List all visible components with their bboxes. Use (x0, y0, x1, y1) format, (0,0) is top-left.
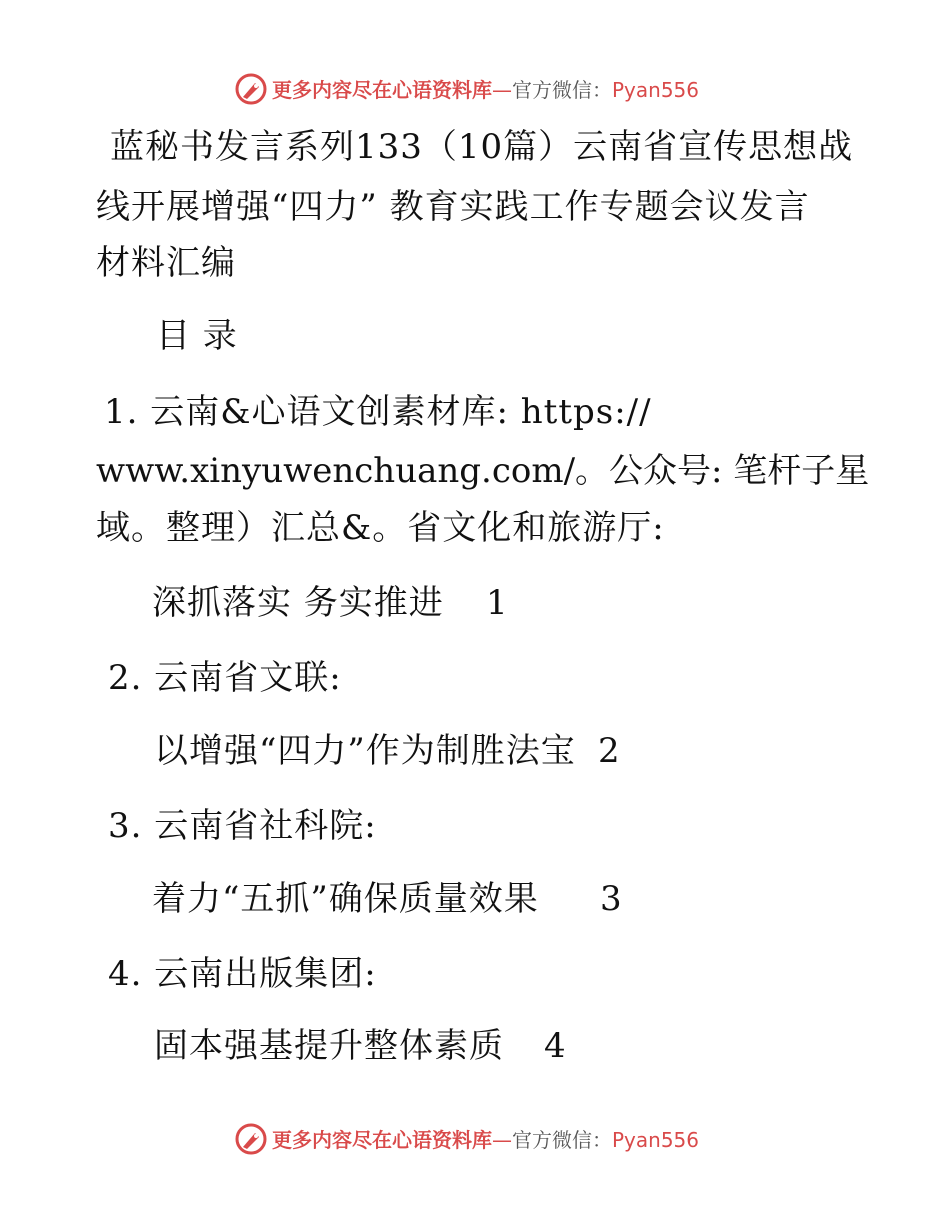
banner-text (272, 1127, 699, 1153)
banner-text (272, 77, 699, 103)
banner-wechat-id: Pyan556 (612, 1128, 700, 1152)
toc-entry-3-page: 3 (600, 879, 623, 919)
pen-nib-circle-icon (234, 72, 268, 106)
header-watermark-banner (0, 70, 950, 110)
document-title-line-2: 线开展增强“四力” 教育实践工作专题会议发言 (96, 187, 810, 227)
toc-entry-4-line-1: 4. 云南出版集团: (108, 954, 377, 994)
footer-watermark-banner (0, 1120, 950, 1160)
toc-entry-2-page: 2 (598, 731, 621, 771)
toc-entry-4-subtitle: 固本强基提升整体素质 (154, 1026, 504, 1066)
toc-entry-2-subtitle: 以增强“四力”作为制胜法宝 (154, 731, 576, 771)
banner-main-text: 更多内容尽在心语资料库 (272, 1128, 492, 1152)
toc-entry-4-page: 4 (544, 1026, 567, 1066)
toc-heading: 目 录 (156, 316, 238, 356)
toc-entry-1-line-3: 域。整理）汇总&。省文化和旅游厅: (96, 508, 665, 548)
toc-entry-1-line-1: 1. 云南&心语文创素材库: https:// (104, 392, 652, 432)
banner-wechat-label: 官方微信： (512, 1128, 612, 1152)
toc-entry-1-subtitle: 深抓落实 务实推进 (152, 583, 444, 623)
toc-entry-3-line-1: 3. 云南省社科院: (108, 806, 377, 846)
toc-entry-1-line-2: www.xinyuwenchuang.com/。公众号: 笔杆子星 (96, 451, 870, 491)
banner-main-text: 更多内容尽在心语资料库 (272, 78, 492, 102)
pen-nib-circle-icon (234, 1122, 268, 1156)
document-title-line-1: 蓝秘书发言系列133（10篇）云南省宣传思想战 (110, 127, 854, 167)
banner-separator: — (492, 1128, 512, 1152)
document-title-line-3: 材料汇编 (96, 243, 236, 283)
banner-wechat-label: 官方微信： (512, 78, 612, 102)
toc-entry-1-page: 1 (486, 583, 509, 623)
banner-wechat-id: Pyan556 (612, 78, 700, 102)
toc-entry-3-subtitle: 着力“五抓”确保质量效果 (152, 879, 539, 919)
banner-separator: — (492, 78, 512, 102)
toc-entry-2-line-1: 2. 云南省文联: (108, 658, 342, 698)
